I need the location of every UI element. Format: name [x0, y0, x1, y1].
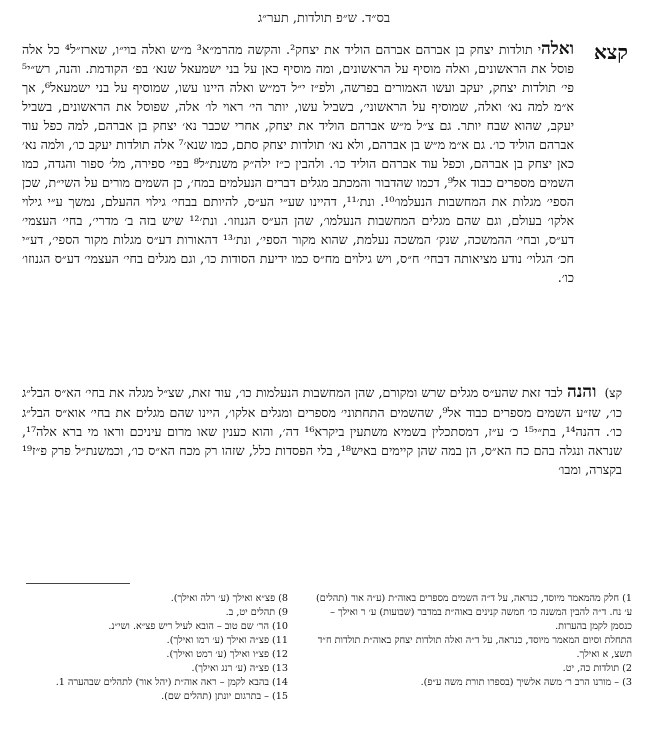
footnote: 12) פצ״ו ואילך (ע׳ רמט ואילך).	[166, 649, 288, 660]
footnote: 15) – בתרגום יונתן (תהלים שם).	[161, 691, 288, 702]
footnote-divider	[26, 583, 130, 584]
section-marker: קצ)	[604, 386, 622, 400]
footnote: התחלת וסיום המאמר מיוסד, כנראה, על ד״ה ואלה תולדות יצחק באוה״ת תולדות ח״ד תשצ, א ואילך.	[317, 635, 632, 660]
footnote: 8) פצ״א ואילך (ע׳ רלה ואילך).	[170, 593, 288, 604]
footnote: 11) פצ״ה ואילך (ע׳ רמו ואילך).	[166, 635, 288, 646]
page-number: קצא	[593, 40, 628, 64]
footnote: 1) חלק מהמאמר מיוסד, כנראה, על ד״ה השמים מספרים באוה״ת (ע״ה אור (תהלים) ע׳ נח. ד״ה להבין המשנה כו׳ חמשה קנינים באוה״ת במדבר (שבועות) ע׳ ר ואילך – כנסמן לקמן בהערות.	[316, 593, 632, 632]
running-header: בס״ד. ש״פ תולדות, תער״ג	[257, 11, 391, 26]
footnote: 9) תהלים יט, ב.	[225, 607, 288, 618]
footnotes-left-column	[12, 592, 288, 704]
footnote: 3) – מורנו הרב ר׳ משה אלשיך (בספרו תורת משה ע״פ).	[420, 677, 632, 688]
opening-word: ואלה	[541, 39, 575, 59]
footnote: 14) בהבא לקמן – ראה אוה״ת (יהל אור) לתהלים שבהערה 1.	[55, 677, 288, 688]
paragraph-1	[22, 40, 574, 287]
opening-word: והנה	[566, 382, 597, 402]
paragraph-2	[22, 383, 622, 479]
footnotes-right-column	[310, 592, 632, 690]
paragraph-1-text: י תולדות יצחק בן אברהם אברהם הוליד את יצחק². והקשה מהרמ״א³ מ״ש ואלה בוי״ו, שארז״ל⁴ כל אלה פוסל את הראשונים, ואלה מוסיף על הראשונים, ומה מוסיף כאן על בני ישמעאל שנא׳ בפ׳ הקודמת. והנה, רש״י⁵ פי׳ תולדות יצחק, יעקב ועשו האמורים בפרשה, ולפ״ז י״ל דמ״ש ואלה היינו עשו, שמוסיף על בני ישמעאל⁶, אך א״מ למה נא׳ ואלה, שמוסיף על הראשוני׳, בשביל עשו, יותר הי׳ ראוי לו׳ אלה, שפוסל את הראשונים, בשביל יעקב, שהוא שבח יותר. גם צ״ל מ״ש אברהם הוליד את יצחק, אחרי שכבר נא׳ יצחק בן אברהם, למה כפל עוד אברהם הוליד כו׳. גם א״מ מ״ש בן אברהם, ולא נא׳ תולדות יצחק סתם, כמו שנא׳⁷ אלה תולדות יעקב כו׳, ולמה נא׳ כאן יצחק בן אברהם, וכפל עוד אברהם הוליד כו׳. ולהבין כ״ז ילה״ק משנת״ל⁸ בפי׳ ספירה, מל׳ ספור והגדה, כמו השמים מספרים כבוד אל⁹, דכמו שהדבור והמכתב מגלים דברים הנעלמים במח׳, כן השמים מורים על השי״ת, שכן הספי׳ מגלות את המחשבות הנעלמו׳¹⁰. ונת׳¹¹, דהיינו שע״י הע״ס, להיותם בבחי׳ גילוי ההעלם, נמשך ע״י גילוי אלקו׳ בעולם, וגם שהם מגלים המחשבות הנעלמו׳, שהן הע״ס הגנוזו׳. ונת׳¹² שיש בזה ב׳ מדרי׳, בחי׳ העצמי׳ דע״ס, ובחי׳ ההמשכה, שנק׳ המשכה נעלמת, שהוא מקור הספי׳, ונת׳¹³ דהאורות דע״ס מגלות מקור הספי׳, דע״י חכ׳ הגלוי׳ נודע מציאותה דבחי׳ ח״ס, ויש גילוים מח״ס כמו ידיעת הסודות כו׳, וגם מגלים בחי׳ העצמי׳ דע״ס הגנוזו׳ כו׳.	[22, 42, 575, 285]
footnote: 10) הר׳ שם טוב – הובא לעיל ריש פצ״א. ושי״נ.	[108, 621, 288, 632]
paragraph-2-text: לבד זאת שהע״ס מגלים שרש ומקורם, שהן המחשבות הנעלמות כו׳, עוד זאת, שצ״ל מגלה את בחי׳ הא״ס הבל״ג כו׳, שז״ע השמים מספרים כבוד אל⁹, שהשמים התחתוני׳ מספרים ומגלים אלקו׳, היינו שהם מגלים את בחי׳ אוא״ס הבל״ג כו׳. דהנה¹⁴, בת״י¹⁵ כ׳ ע״ז, דמסתכלין בשמיא משתעין ביקרא¹⁶ דה׳, והוא כענין שאו מרום עיניכם וראו מי ברא אלה¹⁷, שנראה ונגלה בהם כח הא״ס, הן במה שהן קיימים באיש¹⁸, בלי הפסדות כלל, שזהו רק מכח הא״ס כו׳, וכמשנת״ל פרק פ״ז¹⁹ בקצרה, ומבו׳	[22, 385, 622, 477]
footnote: 13) פצ״ה (ע׳ רנג ואילך).	[191, 663, 288, 674]
footnote: 2) תולדות כה, יט.	[562, 663, 632, 674]
